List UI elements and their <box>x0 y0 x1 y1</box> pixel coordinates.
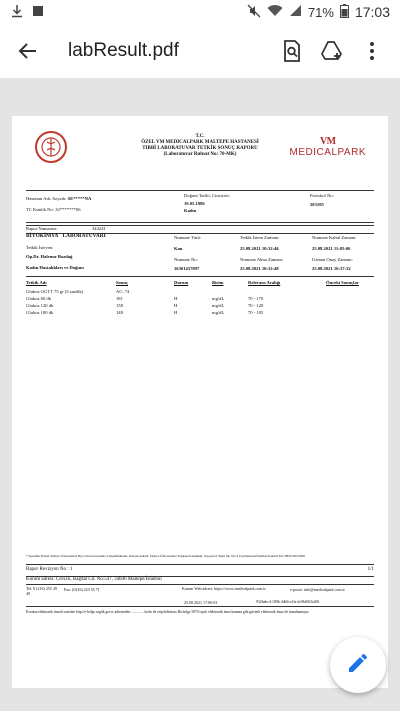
disclaimer: Evrakın elektronik imzalı suretine http://e-belge.saglik.gov.tr adresinden .............. kodu ile erişebilirsiniz.Bu belge 5070 sayılı elektronik imza kanunu gibi güvenli elektronik imza ile imzalanmıştır. <box>26 610 310 614</box>
test-unit: mg/dL <box>212 303 225 308</box>
patient-name: SE*****NA <box>67 196 92 201</box>
protocol-value: 203105 <box>310 202 324 207</box>
divider <box>26 190 374 191</box>
edit-fab[interactable] <box>330 637 386 693</box>
revision: Rapor Revizyon No : 1 <box>26 567 73 572</box>
test-result: AC: 74 <box>116 289 130 294</box>
footer-note: * Spesifik Testler İstinye Üniversitesi Dış Laboratuvarında Çalışılmaktadır. Kurum Adresi: İstinye Üniversitesi Topkapı Kampüsü, Teyyareci Sami Sk. No:3 Zeytinburnu/İstanbul Kurum Tel: 0850 283 6000 <box>26 554 306 558</box>
header-tc: T.C. <box>195 134 205 139</box>
test-reference: 70 - 120 <box>248 303 264 308</box>
test-result: 158 <box>116 303 123 308</box>
website: Kurum Web adresi: https://www.medicalpark.com.tr <box>182 586 266 591</box>
test-reference: 70 - 170 <box>248 296 264 301</box>
battery-text: 71% <box>307 4 334 20</box>
test-name: Glukoz 60 dk <box>26 296 52 301</box>
col-unit: Birim <box>212 280 224 285</box>
request-time-value: 25.08.2021 10:32:46 <box>240 246 279 251</box>
divider <box>26 222 374 223</box>
header-line3: (Laboratuvar Ruhsat No: 70-MK) <box>163 152 237 157</box>
download-icon <box>10 4 24 21</box>
hospital-header <box>110 134 290 158</box>
col-previous: Önceki Sonuçlar <box>326 280 359 285</box>
medicalpark-logo: VM MEDICALPARK <box>289 136 366 158</box>
test-name: Glukoz 180 dk <box>26 310 54 315</box>
requester-label: Tetkik İsteyen: <box>26 245 54 250</box>
sample-type-value: Kan <box>174 246 183 251</box>
test-result: 181 <box>116 296 123 301</box>
pdf-viewer[interactable] <box>0 78 400 711</box>
sample-type-label: Numune Türü: <box>174 235 202 240</box>
col-status: Durum <box>174 280 189 285</box>
dob-label: Doğum Tarihi, Cinsiyeti: <box>184 193 230 198</box>
back-arrow-icon[interactable] <box>8 31 48 71</box>
document-title: labResult.pdf <box>68 40 179 61</box>
take-time-label: Numune Alma Zamanı: <box>240 257 284 262</box>
mute-icon <box>247 4 261 21</box>
wifi-icon <box>267 4 283 20</box>
patient-name-label: Hastanın Adı, Soyadı: <box>26 196 67 201</box>
search-document-icon[interactable] <box>272 31 312 71</box>
app-bar <box>0 24 400 78</box>
header-line1: ÖZEL VM MEDICALPARK MALTEPE HASTANESİ <box>141 140 259 145</box>
approve-time-label: Uzman Onay Zamanı: <box>312 257 353 262</box>
lab-section: BİYOKİMYA <box>26 233 59 239</box>
print-date: 25.08.2021 17:00:03 <box>184 600 218 605</box>
header-line2: TIBBİ LABORATUVAR TETKİK SONUÇ RAPORU <box>142 146 258 151</box>
pencil-icon <box>346 651 370 680</box>
ministry-logo <box>34 130 68 169</box>
test-unit: mg/dL <box>212 296 225 301</box>
test-status: H <box>174 303 178 308</box>
approve-time-value: 25.08.2021 16:37:32 <box>312 266 351 271</box>
more-vert-icon[interactable] <box>352 31 392 71</box>
fax: Fax: (0216) 223 55 71 <box>64 587 100 592</box>
test-name: Glukoz OGTT 75 gr (3 saatlik) <box>26 289 84 294</box>
request-time-label: Tetkik İstem Zamanı: <box>240 235 280 240</box>
pdf-page <box>12 116 388 688</box>
divider <box>26 276 374 277</box>
col-result: Sonuç <box>116 280 129 285</box>
dob-value: 19.05.1986 <box>184 201 205 206</box>
email: e-posta: info@medicalpark.com.tr <box>290 587 345 592</box>
take-time-value: 25.08.2021 10:32:48 <box>240 266 279 271</box>
tc-value: 33*******06 <box>55 207 81 212</box>
notification-icon <box>32 5 44 20</box>
accept-time-label: Numune Kabul Zamanı: <box>312 235 357 240</box>
requester-value: Op.Dr. Halenur Bozdağ <box>26 254 73 259</box>
address: Kurum adresi: Cevizli, Bağdat Cd. No:547, 34846 Maltepe/İstanbul <box>26 577 162 582</box>
test-unit: mg/dL <box>212 310 225 315</box>
report-no-value: 344241 <box>92 226 106 231</box>
divider <box>26 225 374 226</box>
clock: 17:03 <box>354 4 390 20</box>
gender-value: Kadın <box>184 208 197 213</box>
sample-no-label: Numune No: <box>174 257 198 262</box>
signal-icon <box>289 4 302 20</box>
lab-section2: LABORATUVARI <box>62 233 106 239</box>
col-test-name: Tetkik Adı <box>26 280 47 285</box>
department-value: Kadın Hastalıkları ve Doğum <box>26 265 84 270</box>
test-result: 148 <box>116 310 123 315</box>
document-hash: 932babc4-189b-4db6-a1fa-dc9bf063a206 <box>256 600 320 604</box>
protocol-label: Protokol No: <box>310 193 334 198</box>
tc-label: TC Kimlik No: <box>26 207 55 212</box>
divider <box>26 564 374 565</box>
tel: Tel: 0 (216) 255 49 49 <box>26 586 57 596</box>
test-name: Glukoz 120 dk <box>26 303 54 308</box>
report-no-label: Rapor Numarası: <box>26 226 58 231</box>
add-to-drive-icon[interactable] <box>312 31 352 71</box>
battery-icon <box>340 4 349 21</box>
test-reference: 70 - 105 <box>248 310 264 315</box>
page-number: 1/1 <box>367 567 374 572</box>
sample-no-value: 16301437097 <box>174 266 200 271</box>
divider <box>26 606 374 607</box>
test-status: H <box>174 310 178 315</box>
accept-time-value: 25.08.2021 11:05:06 <box>312 246 351 251</box>
col-reference: Referans Aralığı <box>248 280 281 285</box>
test-status: H <box>174 296 178 301</box>
status-bar <box>0 0 400 24</box>
divider <box>26 584 374 585</box>
